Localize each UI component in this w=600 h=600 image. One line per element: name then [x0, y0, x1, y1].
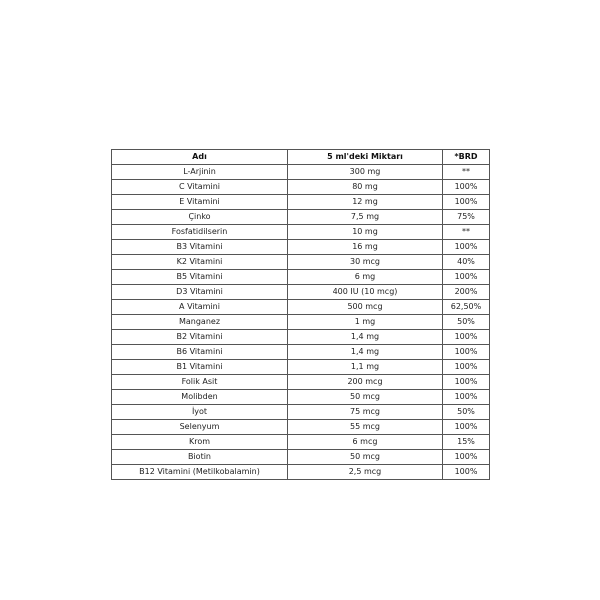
cell-rda: 40%	[443, 255, 490, 270]
cell-name: Biotin	[112, 450, 288, 465]
cell-name: A Vitamini	[112, 300, 288, 315]
cell-amount: 200 mcg	[288, 375, 443, 390]
table-row	[112, 405, 490, 420]
cell-rda: 100%	[443, 360, 490, 375]
cell-amount: 7,5 mg	[288, 210, 443, 225]
cell-name: K2 Vitamini	[112, 255, 288, 270]
cell-amount: 50 mcg	[288, 450, 443, 465]
cell-amount: 1,1 mg	[288, 360, 443, 375]
cell-rda: 50%	[443, 405, 490, 420]
cell-name: B2 Vitamini	[112, 330, 288, 345]
cell-amount: 6 mg	[288, 270, 443, 285]
table-row	[112, 285, 490, 300]
cell-amount: 300 mg	[288, 165, 443, 180]
header-amount: 5 ml'deki Miktarı	[288, 150, 443, 165]
cell-amount: 30 mcg	[288, 255, 443, 270]
cell-rda: 100%	[443, 375, 490, 390]
cell-amount: 50 mcg	[288, 390, 443, 405]
table-row	[112, 465, 490, 480]
cell-rda: 100%	[443, 420, 490, 435]
cell-name: Molibden	[112, 390, 288, 405]
cell-rda: 100%	[443, 450, 490, 465]
cell-amount: 16 mg	[288, 240, 443, 255]
cell-name: B6 Vitamini	[112, 345, 288, 360]
cell-name: C Vitamini	[112, 180, 288, 195]
cell-name: Fosfatidilserin	[112, 225, 288, 240]
cell-name: Çinko	[112, 210, 288, 225]
table-row	[112, 375, 490, 390]
cell-rda: 200%	[443, 285, 490, 300]
table-row	[112, 390, 490, 405]
cell-rda: **	[443, 165, 490, 180]
table-row	[112, 450, 490, 465]
cell-amount: 1 mg	[288, 315, 443, 330]
cell-name: B12 Vitamini (Metilkobalamin)	[112, 465, 288, 480]
cell-name: Krom	[112, 435, 288, 450]
cell-name: E Vitamini	[112, 195, 288, 210]
cell-name: Selenyum	[112, 420, 288, 435]
cell-amount: 2,5 mcg	[288, 465, 443, 480]
table-row	[112, 210, 490, 225]
cell-name: İyot	[112, 405, 288, 420]
nutrition-table	[111, 149, 490, 480]
table-row	[112, 330, 490, 345]
cell-amount: 12 mg	[288, 195, 443, 210]
cell-rda: 100%	[443, 330, 490, 345]
cell-name: Manganez	[112, 315, 288, 330]
table-row	[112, 195, 490, 210]
table-row	[112, 345, 490, 360]
table-row	[112, 165, 490, 180]
table-row	[112, 225, 490, 240]
cell-rda: 75%	[443, 210, 490, 225]
cell-amount: 10 mg	[288, 225, 443, 240]
cell-amount: 55 mcg	[288, 420, 443, 435]
header-name: Adı	[112, 150, 288, 165]
cell-name: B1 Vitamini	[112, 360, 288, 375]
cell-rda: 50%	[443, 315, 490, 330]
cell-name: L-Arjinin	[112, 165, 288, 180]
cell-amount: 500 mcg	[288, 300, 443, 315]
table-row	[112, 180, 490, 195]
cell-amount: 75 mcg	[288, 405, 443, 420]
cell-name: B5 Vitamini	[112, 270, 288, 285]
cell-rda: 62,50%	[443, 300, 490, 315]
cell-rda: 100%	[443, 345, 490, 360]
cell-amount: 6 mcg	[288, 435, 443, 450]
cell-name: B3 Vitamini	[112, 240, 288, 255]
table-row	[112, 435, 490, 450]
table-row	[112, 240, 490, 255]
cell-name: D3 Vitamini	[112, 285, 288, 300]
table-row	[112, 255, 490, 270]
table-body	[112, 165, 490, 480]
cell-rda: 100%	[443, 180, 490, 195]
cell-rda: 15%	[443, 435, 490, 450]
cell-amount: 400 IU (10 mcg)	[288, 285, 443, 300]
cell-rda: 100%	[443, 390, 490, 405]
cell-rda: 100%	[443, 465, 490, 480]
header-rda: *BRD	[443, 150, 490, 165]
cell-rda: 100%	[443, 195, 490, 210]
cell-amount: 1,4 mg	[288, 345, 443, 360]
table-row	[112, 420, 490, 435]
header-row	[112, 150, 490, 165]
table-row	[112, 270, 490, 285]
cell-name: Folik Asit	[112, 375, 288, 390]
cell-rda: 100%	[443, 240, 490, 255]
cell-amount: 1,4 mg	[288, 330, 443, 345]
cell-rda: 100%	[443, 270, 490, 285]
table-row	[112, 315, 490, 330]
table-header	[112, 150, 490, 165]
cell-rda: **	[443, 225, 490, 240]
table-row	[112, 300, 490, 315]
table-row	[112, 360, 490, 375]
cell-amount: 80 mg	[288, 180, 443, 195]
